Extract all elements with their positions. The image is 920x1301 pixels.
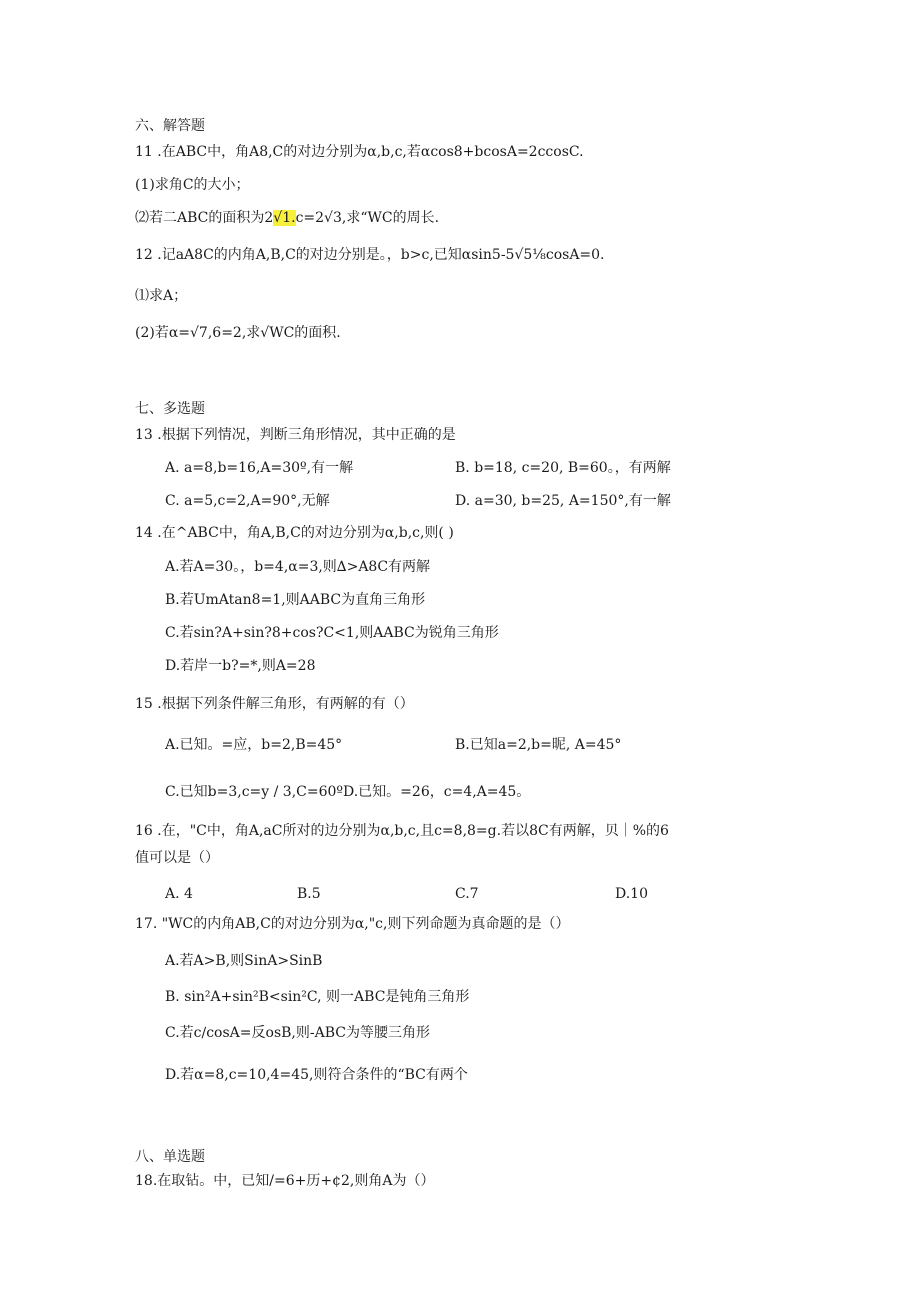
question-16-option-d: D.10	[615, 886, 648, 902]
question-18-stem: 18.在取钻。中，已知/=6+历+¢2,则角A为（）	[135, 1173, 435, 1189]
question-15-option-b: B.已知a=2,b=昵, A=45°	[455, 737, 622, 753]
question-13-option-b: B. b=18, c=20, B=60。，有两解	[455, 460, 671, 476]
question-14-option-c: C.若sin?A+sin?8+cos?C<1,则AABC为锐角三角形	[165, 625, 499, 641]
question-15-stem: 15 .根据下列条件解三角形，有两解的有（）	[135, 696, 414, 712]
question-15-option-a: A.已知。=应，b=2,B=45°	[165, 737, 343, 753]
question-17-option-a: A.若A>B,则SinA>SinB	[165, 953, 323, 969]
highlight-mark: √1.	[273, 210, 296, 226]
question-12-part-1: ⑴求A；	[135, 288, 188, 304]
question-11-part-2	[135, 209, 439, 227]
question-16-option-c: C.7	[455, 886, 479, 902]
question-11-stem: 11 .在ABC中，角A8,C的对边分别为α,b,c,若αcos8+bcosA=2ccosC.	[135, 144, 584, 160]
question-17-stem: 17. "WC的内角AB,C的对边分别为α,"c,则下列命题为真命题的是（）	[135, 916, 570, 932]
question-17-option-c: C.若c∕cosA=反osB,则-ABC为等腰三角形	[165, 1025, 430, 1041]
question-14-stem: 14 .在^ABC中，角A,B,C的对边分别为α,b,c,则( )	[135, 525, 454, 541]
question-14-option-b: B.若UmAtan8=1,则AABC为直角三角形	[165, 592, 426, 608]
question-13-option-d: D. a=30, b=25, A=150°,有一解	[455, 493, 671, 509]
section-heading-6: 六、解答题	[135, 118, 205, 134]
question-16-stem-line-1: 16 .在，"C中，角A,aC所对的边分别为α,b,c,且c=8,8=g.若以8C有两解，贝｜%的6	[135, 823, 669, 839]
question-12-part-2: (2)若α=√7,6=2,求√WC的面积.	[135, 325, 341, 341]
question-17-option-d: D.若α=8,c=10,4=45,则符合条件的“BC有两个	[165, 1067, 468, 1083]
section-heading-8: 八、单选题	[135, 1149, 205, 1165]
section-heading-7: 七、多选题	[135, 401, 205, 417]
question-16-stem-line-2: 值可以是（）	[135, 850, 219, 866]
question-13-stem: 13 .根据下列情况，判断三角形情况，其中正确的是	[135, 427, 456, 443]
q11-p2-text-a: ⑵若二ABC的面积为2	[135, 210, 274, 226]
question-11-part-1: (1)求角C的大小；	[135, 177, 250, 193]
question-14-option-a: A.若A=30。，b=4,α=3,则∆>A8C有两解	[165, 559, 431, 575]
question-13-option-a: A. a=8,b=16,A=30º,有一解	[165, 460, 354, 476]
question-16-option-a: A. 4	[165, 886, 193, 902]
question-12-stem: 12 .记aA8C的内角A,B,C的对边分别是。，b>c,已知αsin5-5√5⅛cosA=0.	[135, 247, 605, 263]
question-16-option-b: B.5	[297, 886, 321, 902]
question-15-options-c-d: C.已知b=3,c=y / 3,C=60ºD.已知。=26，c=4,A=45。	[165, 784, 531, 800]
question-13-option-c: C. a=5,c=2,A=90°,无解	[165, 493, 330, 509]
question-14-option-d: D.若岸一b?=*,则A=28	[165, 658, 316, 674]
q11-p2-text-b: c=2√3,求“WC的周长.	[295, 210, 440, 226]
question-17-option-b: B. sin²A+sin²B<sin²C, 则一ABC是钝角三角形	[165, 989, 470, 1005]
